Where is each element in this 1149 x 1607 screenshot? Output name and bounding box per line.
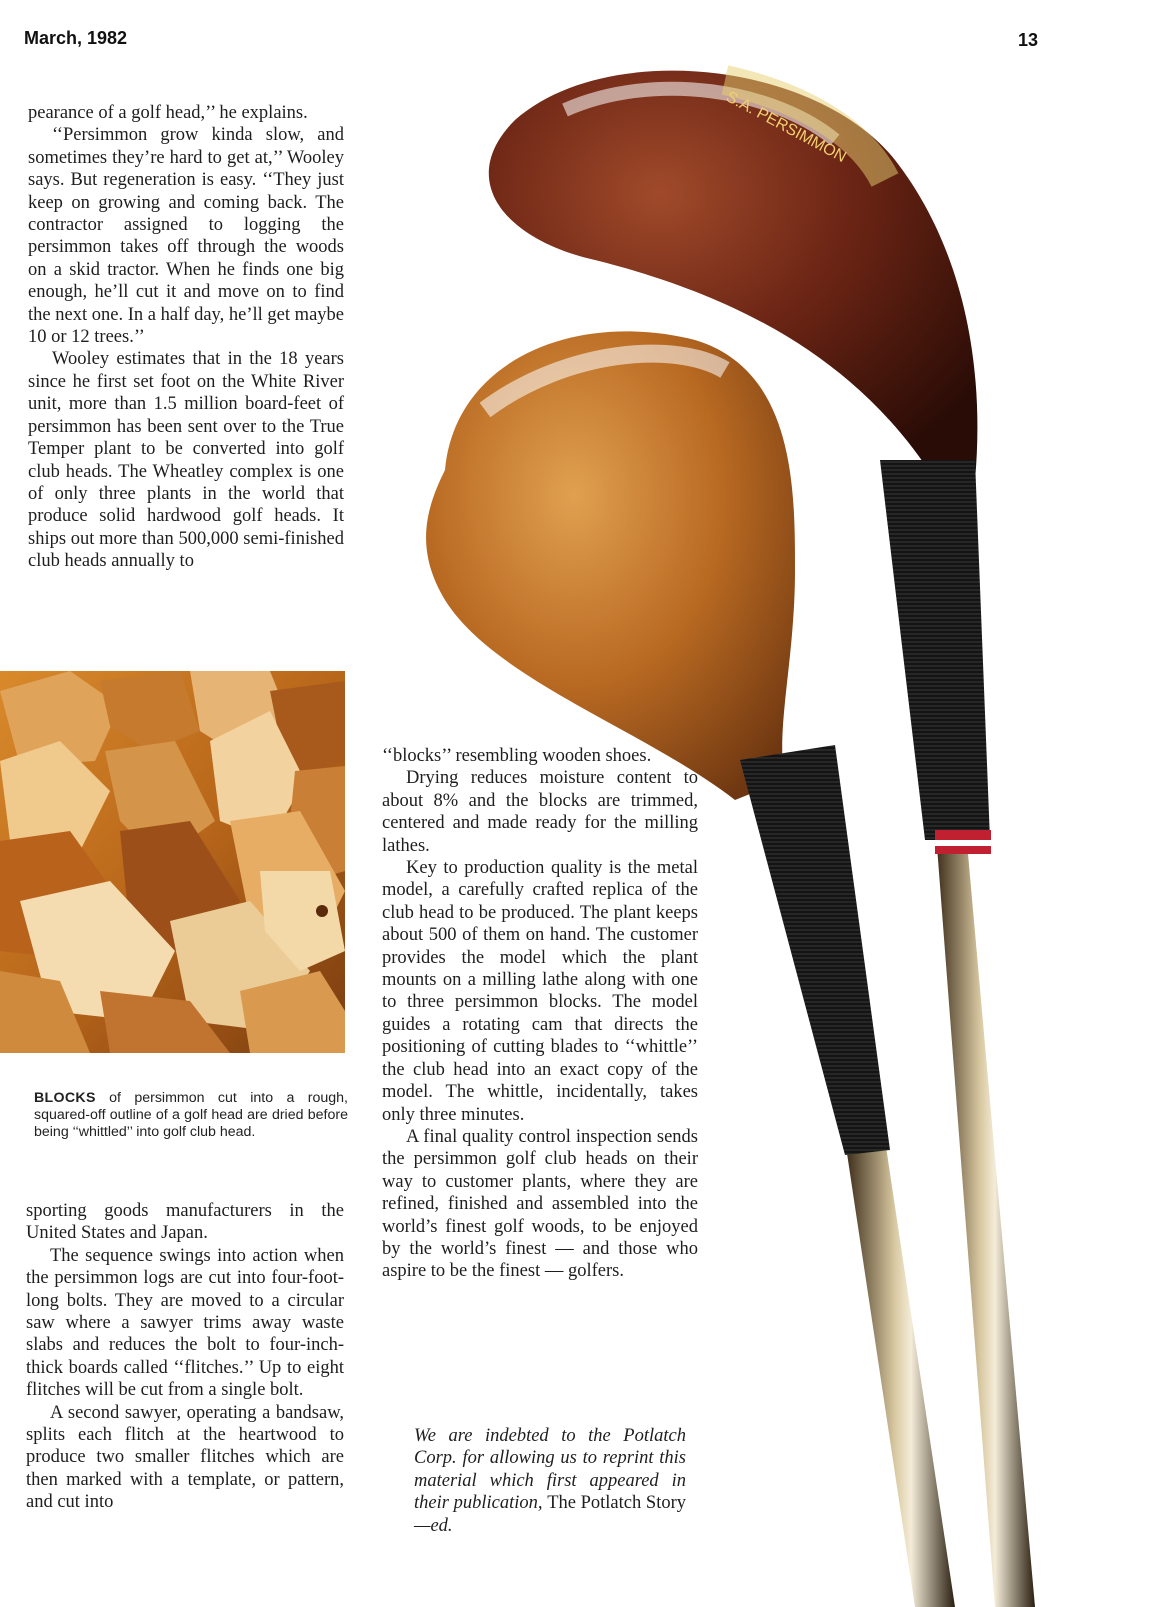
paragraph: Wooley estimates that in the 18 years since he first set foot on the White River unit, more than 1.5 million board-feet of persimmon has been sent over to the True Temper plant to be converted into golf club heads. The Wheatley complex is one of only three plants in the world that produce solid hardwood golf heads. It ships out more than 500,000 semi-finished club heads annually to [28,349,344,572]
club-label: S.A. PERSIMMON [723,88,849,167]
publication-name: The Potlatch Story [547,1493,687,1514]
issue-date: March, 1982 [24,28,128,48]
article-column-3 [382,745,698,1283]
editor-suffix: —ed. [414,1515,453,1536]
paragraph: ‘‘blocks’’ resembling wooden shoes. [382,746,652,766]
caption-text: of persimmon cut into a rough, squared-off outline of a golf head are dried before being ‘‘whittled’’ into golf club head. [34,1090,348,1140]
persimmon-blocks-photo [0,671,345,1053]
article-column-1 [28,102,344,573]
paragraph: Drying reduces moisture content to about 8% and the blocks are trimmed, centered and made ready for the milling lathes. [382,768,698,856]
acknowledgement-note [414,1425,686,1537]
paragraph: Key to production quality is the metal model, a carefully crafted replica of the club head to be produced. The plant keeps about 500 of them on hand. The customer provides the model which the plant mounts on a milling lathe along with one to three persimmon blocks. The model guides a rotating cam that directs the positioning of cutting blades to ‘‘whittle’’ the club head into an exact copy of the model. The whittle, incidentally, takes only three minutes. [382,858,698,1125]
photo-caption [34,1090,348,1141]
acknowledgement-text: We are indebted to the Potlatch Corp. for allowing us to reprint this material which first appeared in their publication, [414,1426,686,1514]
paragraph: A second sawyer, operating a bandsaw, splits each flitch at the heartwood to produce two smaller flitches which are then marked with a template, or pattern, and cut into [26,1402,344,1513]
paragraph: ‘‘Persimmon grow kinda slow, and sometimes they’re hard to get at,’’ Wooley says. But regeneration is easy. ‘‘They just keep on growing and coming back. The contractor assigned to logging the persimmon takes off through the woods on a skid tractor. When he finds one big enough, he’ll cut it and move on to find the next one. In a half day, he’ll get maybe 10 or 12 trees.’’ [28,125,344,348]
caption-lead: BLOCKS [34,1090,96,1106]
paragraph: pearance of a golf head,’’ he explains. [28,103,308,123]
paragraph: The sequence swings into action when the persimmon logs are cut into four-foot-long bolts. They are moved to a circular saw where a sawyer trims away waste slabs and reduces the bolt to four-inch-thick boards called ‘‘flitches.’’ Up to eight flitches will be cut from a single bolt. [26,1245,344,1401]
article-column-2 [26,1200,344,1514]
page-number: 13 [1018,30,1039,50]
paragraph: A final quality control inspection sends the persimmon golf club heads on their way to customer plants, where they are refined, finished and assembled into the world’s finest golf woods, to be enjoyed by the world’s finest — and those who aspire to be the finest — golfers. [382,1126,698,1282]
paragraph: sporting goods manufacturers in the United States and Japan. [26,1201,344,1244]
